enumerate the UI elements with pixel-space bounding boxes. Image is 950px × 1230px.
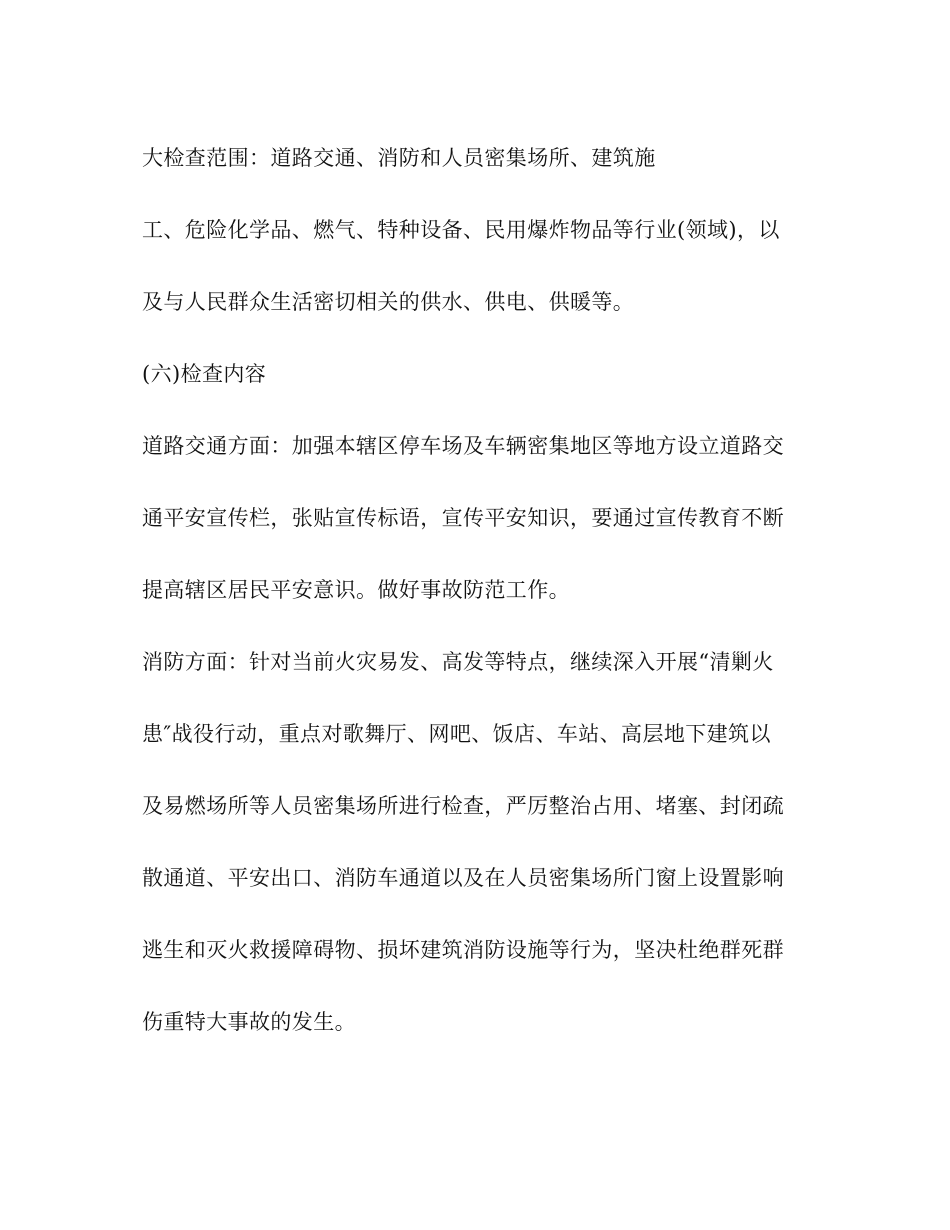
section-heading: (六)检查内容: [142, 362, 267, 386]
paragraph-line: 及与人民群众生活密切相关的供水、供电、供暖等。: [142, 290, 635, 314]
paragraph-line: 逃生和灭火救援障碍物、损坏建筑消防设施等行为，坚决杜绝群死群: [142, 938, 784, 962]
paragraph-line: 及易燃场所等人员密集场所进行检查，严厉整治占用、堵塞、封闭疏: [142, 794, 784, 818]
paragraph-line: 患″战役行动，重点对歌舞厅、网吧、饭店、车站、高层地下建筑以: [142, 722, 771, 746]
paragraph-line: 工、危险化学品、燃气、特种设备、民用爆炸物品等行业(领域)，以: [142, 218, 780, 242]
paragraph-line: 道路交通方面：加强本辖区停车场及车辆密集地区等地方设立道路交: [142, 434, 784, 458]
paragraph-line: 伤重特大事故的发生。: [142, 1010, 356, 1034]
paragraph-line: 提高辖区居民平安意识。做好事故防范工作。: [142, 578, 570, 602]
paragraph-line: 散通道、平安出口、消防车通道以及在人员密集场所门窗上设置影响: [142, 866, 784, 890]
paragraph-line: 消防方面：针对当前火灾易发、高发等特点，继续深入开展“清剿火: [142, 650, 774, 674]
paragraph-line: 通平安宣传栏，张贴宣传标语，宣传平安知识，要通过宣传教育不断: [142, 506, 784, 530]
paragraph-line: 大检查范围：道路交通、消防和人员密集场所、建筑施: [142, 146, 656, 170]
